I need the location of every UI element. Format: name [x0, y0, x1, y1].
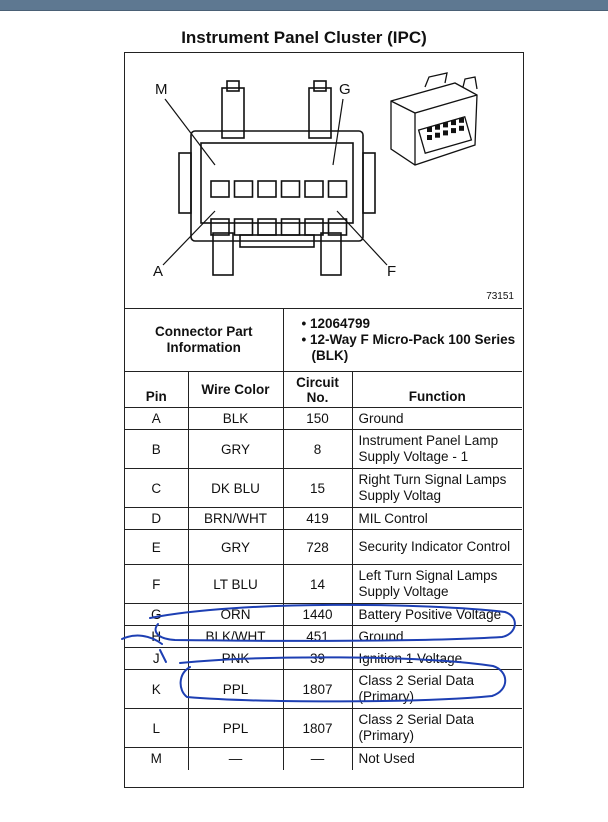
pin-cell: M: [125, 748, 188, 770]
table-row: [125, 604, 522, 626]
circuit-cell: 1807: [283, 670, 352, 709]
mini-pin-cavity: [427, 127, 432, 132]
connector-info-label: Connector Part Information: [125, 309, 283, 372]
mini-pin-cavity: [459, 118, 464, 123]
col-circuit: Circuit No.: [283, 372, 352, 408]
part-number: • 12064799: [302, 316, 519, 332]
pin-cavity: [282, 181, 300, 197]
table-row: [125, 626, 522, 648]
table-row: [125, 408, 522, 430]
wire-color-cell: BLK/WHT: [188, 626, 283, 648]
table-row: [125, 648, 522, 670]
wire-color-cell: GRY: [188, 530, 283, 565]
wire-color-cell: GRY: [188, 430, 283, 469]
connector-description: • 12-Way F Micro-Pack 100 Series (BLK): [302, 332, 519, 364]
circuit-cell: 39: [283, 648, 352, 670]
function-cell: Not Used: [352, 748, 522, 770]
table-row: [125, 469, 522, 508]
connector-info-row: [125, 309, 522, 372]
function-cell: Instrument Panel Lamp Supply Voltage - 1: [352, 430, 522, 469]
function-cell: Class 2 Serial Data (Primary): [352, 709, 522, 748]
wire-color-cell: BRN/WHT: [188, 508, 283, 530]
pinout-table: [125, 308, 522, 770]
wire-color-cell: DK BLU: [188, 469, 283, 508]
circuit-cell: 15: [283, 469, 352, 508]
connector-info-details: [283, 309, 522, 372]
wire-color-cell: PPL: [188, 670, 283, 709]
pin-label-g: G: [339, 81, 351, 98]
window-title-bar: [0, 0, 608, 11]
circuit-cell: 14: [283, 565, 352, 604]
table-row: [125, 670, 522, 709]
circuit-cell: 419: [283, 508, 352, 530]
pin-cavity: [235, 219, 253, 235]
function-cell: Security Indicator Control: [352, 530, 522, 565]
table-row: [125, 508, 522, 530]
wire-color-cell: ORN: [188, 604, 283, 626]
mini-pin-cavity: [427, 135, 432, 140]
pin-cell: D: [125, 508, 188, 530]
pin-cell: L: [125, 709, 188, 748]
pin-cavity: [258, 219, 276, 235]
table-header: [125, 372, 522, 408]
circuit-cell: 451: [283, 626, 352, 648]
pin-cavity: [305, 181, 323, 197]
pin-cell: F: [125, 565, 188, 604]
mini-pin-cavity: [451, 120, 456, 125]
connector-diagram: [125, 53, 522, 308]
col-wire-color: Wire Color: [188, 372, 283, 408]
pin-label-a: A: [153, 263, 164, 280]
table-row: [125, 530, 522, 565]
pin-cell: J: [125, 648, 188, 670]
mini-pin-cavity: [443, 122, 448, 127]
pin-cavity: [329, 181, 347, 197]
col-function: Function: [352, 372, 522, 408]
pin-cell: K: [125, 670, 188, 709]
table-row: [125, 709, 522, 748]
pin-cell: A: [125, 408, 188, 430]
col-pin: Pin: [125, 372, 188, 408]
circuit-cell: 728: [283, 530, 352, 565]
mini-pin-cavity: [459, 126, 464, 131]
pin-label-m: M: [155, 81, 168, 98]
mini-pin-cavity: [435, 125, 440, 130]
function-cell: Left Turn Signal Lamps Supply Voltage: [352, 565, 522, 604]
pin-cavity: [211, 181, 229, 197]
mini-pin-cavity: [443, 130, 448, 135]
table-row: [125, 748, 522, 770]
function-cell: Ground: [352, 408, 522, 430]
wire-color-cell: PNK: [188, 648, 283, 670]
circuit-cell: 150: [283, 408, 352, 430]
pin-cell: E: [125, 530, 188, 565]
pin-cell: C: [125, 469, 188, 508]
mini-pin-cavity: [451, 128, 456, 133]
function-cell: MIL Control: [352, 508, 522, 530]
pin-cell: G: [125, 604, 188, 626]
wire-color-cell: LT BLU: [188, 565, 283, 604]
pin-cavity: [282, 219, 300, 235]
function-cell: Battery Positive Voltage: [352, 604, 522, 626]
pin-cavity: [258, 181, 276, 197]
circuit-cell: 1807: [283, 709, 352, 748]
wire-color-cell: PPL: [188, 709, 283, 748]
wire-color-cell: —: [188, 748, 283, 770]
connector-frame: [124, 52, 524, 788]
table-row: [125, 430, 522, 469]
mini-pin-cavity: [435, 133, 440, 138]
pin-cell: H: [125, 626, 188, 648]
circuit-cell: 1440: [283, 604, 352, 626]
wire-color-cell: BLK: [188, 408, 283, 430]
function-cell: Ignition 1 Voltage: [352, 648, 522, 670]
pin-cavity: [235, 181, 253, 197]
function-cell: Ground: [352, 626, 522, 648]
circuit-cell: —: [283, 748, 352, 770]
connector-drawing: [125, 53, 522, 308]
function-cell: Class 2 Serial Data (Primary): [352, 670, 522, 709]
table-row: [125, 565, 522, 604]
function-cell: Right Turn Signal Lamps Supply Voltag: [352, 469, 522, 508]
circuit-cell: 8: [283, 430, 352, 469]
page-title: Instrument Panel Cluster (IPC): [181, 28, 427, 47]
pin-label-f: F: [387, 263, 397, 280]
figure-number: 73151: [486, 291, 514, 302]
pin-cell: B: [125, 430, 188, 469]
